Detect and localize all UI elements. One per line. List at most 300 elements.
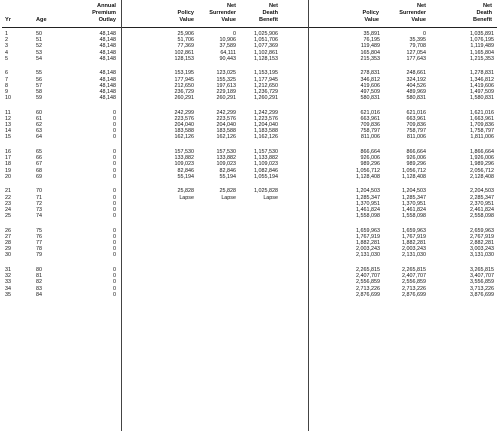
cell-death-benefit-a: 1,133,882 bbox=[254, 155, 278, 162]
cell-surrender-b: 2,713,226 bbox=[402, 285, 426, 292]
cell-age: 52 bbox=[36, 43, 42, 50]
cell-year: 25 bbox=[5, 213, 11, 219]
cell-policy-value-b: 1,767,919 bbox=[356, 233, 380, 240]
cell-death-benefit-a: 1,236,729 bbox=[254, 88, 278, 95]
cell-premium: 0 bbox=[113, 227, 116, 234]
cell-premium: 48,148 bbox=[99, 76, 116, 83]
cell-surrender-b: 2,003,243 bbox=[402, 246, 426, 253]
cell-premium: 48,148 bbox=[99, 31, 116, 37]
cell-age: 53 bbox=[36, 49, 42, 56]
cell-death-benefit-b: 1,215,353 bbox=[470, 55, 494, 62]
header-line: Premium bbox=[92, 10, 116, 16]
cell-age: 50 bbox=[36, 31, 42, 37]
cell-premium: 0 bbox=[113, 246, 116, 253]
cell-age: 68 bbox=[36, 167, 42, 174]
cell-policy-value-b: 1,128,408 bbox=[356, 173, 380, 180]
cell-premium: 0 bbox=[113, 122, 116, 128]
cell-year: 24 bbox=[5, 206, 11, 213]
cell-year: 20 bbox=[5, 173, 11, 180]
cell-premium: 0 bbox=[113, 188, 116, 195]
cell-policy-value-b: 580,831 bbox=[360, 94, 380, 101]
column-divider-premium bbox=[121, 0, 122, 431]
header-line: Value bbox=[364, 17, 379, 23]
cell-surrender-a: 55,194 bbox=[219, 173, 236, 180]
cell-death-benefit-b: 1,926,006 bbox=[470, 155, 494, 162]
cell-death-benefit-b: 1,346,812 bbox=[470, 76, 494, 83]
cell-death-benefit-b: 1,621,016 bbox=[470, 109, 494, 116]
cell-surrender-b: 1,056,712 bbox=[402, 167, 426, 174]
cell-death-benefit-b: 1,278,831 bbox=[470, 70, 494, 77]
cell-death-benefit-a: 1,162,126 bbox=[254, 134, 278, 141]
cell-surrender-b: 989,296 bbox=[406, 161, 426, 168]
cell-surrender-b: 489,969 bbox=[406, 88, 426, 95]
cell-surrender-a: 82,846 bbox=[219, 167, 236, 174]
header-line: Value bbox=[179, 17, 194, 23]
cell-year: 21 bbox=[5, 188, 11, 195]
cell-death-benefit-b: 3,876,699 bbox=[470, 291, 494, 298]
cell-policy-value-b: 35,891 bbox=[363, 31, 380, 37]
cell-year: 6 bbox=[5, 70, 8, 77]
cell-policy-value-b: 1,204,503 bbox=[356, 188, 380, 195]
cell-policy-value-b: 346,812 bbox=[360, 76, 380, 83]
cell-policy-value-a: 183,588 bbox=[174, 128, 194, 135]
header-yr-label: Yr bbox=[5, 17, 11, 23]
cell-surrender-b: 0 bbox=[423, 31, 426, 37]
cell-policy-value-b: 758,797 bbox=[360, 128, 380, 135]
cell-year: 11 bbox=[5, 109, 11, 116]
cell-year: 17 bbox=[5, 155, 11, 162]
cell-policy-value-a: 128,153 bbox=[174, 55, 194, 62]
cell-surrender-b: 1,461,824 bbox=[402, 206, 426, 213]
cell-year: 8 bbox=[5, 82, 8, 89]
cell-death-benefit-a: 1,212,650 bbox=[254, 82, 278, 89]
cell-death-benefit-a: 1,223,576 bbox=[254, 115, 278, 122]
cell-year: 16 bbox=[5, 149, 11, 156]
cell-premium: 0 bbox=[113, 109, 116, 116]
cell-death-benefit-b: 1,165,804 bbox=[470, 49, 494, 56]
cell-death-benefit-b: 1,811,006 bbox=[470, 134, 494, 141]
cell-surrender-a: 133,882 bbox=[216, 155, 236, 162]
cell-policy-value-a: 157,530 bbox=[174, 149, 194, 156]
column-divider-middle bbox=[308, 0, 309, 431]
cell-policy-value-a: 162,126 bbox=[174, 134, 194, 141]
header-line: Annual bbox=[97, 3, 116, 9]
cell-policy-value-b: 497,509 bbox=[360, 88, 380, 95]
cell-death-benefit-b: 1,497,509 bbox=[470, 88, 494, 95]
cell-surrender-a: 223,576 bbox=[216, 115, 236, 122]
cell-year: 18 bbox=[5, 161, 11, 168]
cell-surrender-a: 90,443 bbox=[219, 55, 236, 62]
cell-age: 56 bbox=[36, 76, 42, 83]
cell-death-benefit-a: 1,077,369 bbox=[254, 43, 278, 50]
cell-year: 23 bbox=[5, 200, 11, 207]
cell-age: 71 bbox=[36, 194, 42, 201]
cell-policy-value-a: 236,729 bbox=[174, 88, 194, 95]
cell-surrender-b: 2,556,859 bbox=[402, 279, 426, 286]
cell-age: 73 bbox=[36, 206, 42, 213]
cell-year: 35 bbox=[5, 291, 11, 298]
cell-premium: 0 bbox=[113, 213, 116, 219]
header-line: Death bbox=[262, 10, 278, 16]
cell-policy-value-a: 242,299 bbox=[174, 109, 194, 116]
cell-policy-value-b: 709,836 bbox=[360, 122, 380, 128]
cell-policy-value-a: 25,828 bbox=[177, 188, 194, 195]
cell-death-benefit-b: 3,131,030 bbox=[470, 252, 494, 259]
cell-policy-value-a: 204,040 bbox=[174, 122, 194, 128]
cell-death-benefit-b: 2,659,963 bbox=[470, 227, 494, 234]
cell-age: 57 bbox=[36, 82, 42, 89]
cell-year: 5 bbox=[5, 55, 8, 62]
cell-surrender-b: 621,016 bbox=[406, 109, 426, 116]
cell-death-benefit-a: 1,082,846 bbox=[254, 167, 278, 174]
cell-death-benefit-a: 1,128,153 bbox=[254, 55, 278, 62]
cell-premium: 0 bbox=[113, 194, 116, 201]
cell-death-benefit-a: 1,204,040 bbox=[254, 122, 278, 128]
cell-policy-value-b: 1,285,347 bbox=[356, 194, 380, 201]
header-age-label: Age bbox=[36, 17, 47, 23]
cell-death-benefit-b: 2,882,281 bbox=[470, 240, 494, 247]
cell-surrender-a: 10,906 bbox=[219, 37, 236, 44]
cell-premium: 0 bbox=[113, 149, 116, 156]
cell-death-benefit-b: 2,558,098 bbox=[470, 213, 494, 219]
cell-surrender-b: 1,767,919 bbox=[402, 233, 426, 240]
cell-age: 59 bbox=[36, 94, 42, 101]
cell-death-benefit-b: 3,713,226 bbox=[470, 285, 494, 292]
cell-premium: 0 bbox=[113, 291, 116, 298]
cell-age: 62 bbox=[36, 122, 42, 128]
cell-policy-value-a: 77,369 bbox=[177, 43, 194, 50]
cell-premium: 48,148 bbox=[99, 94, 116, 101]
cell-year: 26 bbox=[5, 227, 11, 234]
cell-surrender-a: 157,530 bbox=[216, 149, 236, 156]
cell-age: 77 bbox=[36, 240, 42, 247]
cell-age: 74 bbox=[36, 213, 42, 219]
cell-year: 27 bbox=[5, 233, 11, 240]
cell-age: 83 bbox=[36, 285, 42, 292]
cell-premium: 0 bbox=[113, 128, 116, 135]
cell-policy-value-b: 2,265,815 bbox=[356, 267, 380, 274]
cell-age: 67 bbox=[36, 161, 42, 168]
cell-surrender-a: 197,613 bbox=[216, 82, 236, 89]
header-line: Benefit bbox=[259, 17, 278, 23]
cell-policy-value-b: 2,876,699 bbox=[356, 291, 380, 298]
cell-year: 4 bbox=[5, 49, 8, 56]
cell-surrender-b: 1,285,347 bbox=[402, 194, 426, 201]
cell-surrender-b: 580,831 bbox=[406, 94, 426, 101]
cell-surrender-a: 242,299 bbox=[216, 109, 236, 116]
cell-death-benefit-b: 1,709,836 bbox=[470, 122, 494, 128]
cell-policy-value-a: 109,023 bbox=[174, 161, 194, 168]
cell-premium: 48,148 bbox=[99, 43, 116, 50]
cell-death-benefit-a: 1,109,023 bbox=[254, 161, 278, 168]
cell-surrender-a: 204,040 bbox=[216, 122, 236, 128]
cell-year: 22 bbox=[5, 194, 11, 201]
cell-death-benefit-a: 1,157,530 bbox=[254, 149, 278, 156]
cell-year: 15 bbox=[5, 134, 11, 141]
cell-age: 79 bbox=[36, 252, 42, 259]
header-yr bbox=[5, 17, 11, 24]
cell-year: 32 bbox=[5, 273, 11, 280]
cell-premium: 0 bbox=[113, 233, 116, 240]
cell-year: 7 bbox=[5, 76, 8, 83]
header-surrender-a bbox=[196, 3, 236, 24]
cell-policy-value-b: 926,006 bbox=[360, 155, 380, 162]
cell-death-benefit-a: 1,025,828 bbox=[254, 188, 278, 195]
cell-policy-value-a: 212,650 bbox=[174, 82, 194, 89]
cell-surrender-b: 811,006 bbox=[406, 134, 426, 141]
cell-surrender-a: 123,025 bbox=[216, 70, 236, 77]
cell-premium: 0 bbox=[113, 167, 116, 174]
header-line: Death bbox=[476, 10, 492, 16]
header-line: Surrender bbox=[209, 10, 236, 16]
cell-year: 9 bbox=[5, 88, 8, 95]
cell-death-benefit-b: 3,556,859 bbox=[470, 279, 494, 286]
cell-death-benefit-b: 3,003,243 bbox=[470, 246, 494, 253]
cell-death-benefit-a: 1,102,861 bbox=[254, 49, 278, 56]
cell-policy-value-a: 177,945 bbox=[174, 76, 194, 83]
cell-premium: 0 bbox=[113, 285, 116, 292]
cell-surrender-b: 1,558,098 bbox=[402, 213, 426, 219]
cell-age: 70 bbox=[36, 188, 42, 195]
cell-policy-value-b: 119,489 bbox=[360, 43, 380, 50]
header-line: Outlay bbox=[98, 17, 116, 23]
cell-policy-value-b: 1,056,712 bbox=[356, 167, 380, 174]
cell-surrender-b: 248,661 bbox=[406, 70, 426, 77]
cell-premium: 48,148 bbox=[99, 49, 116, 56]
cell-death-benefit-a: 1,051,706 bbox=[254, 37, 278, 44]
cell-death-benefit-a: 1,153,195 bbox=[254, 70, 278, 77]
cell-age: 55 bbox=[36, 70, 42, 77]
cell-year: 28 bbox=[5, 240, 11, 247]
cell-premium: 0 bbox=[113, 155, 116, 162]
cell-policy-value-b: 2,131,030 bbox=[356, 252, 380, 259]
header-death-a bbox=[240, 3, 278, 24]
cell-death-benefit-b: 1,119,489 bbox=[470, 43, 494, 50]
cell-year: 33 bbox=[5, 279, 11, 286]
cell-death-benefit-a: 1,242,299 bbox=[254, 109, 278, 116]
cell-policy-value-b: 1,659,963 bbox=[356, 227, 380, 234]
cell-premium: 48,148 bbox=[99, 37, 116, 44]
cell-surrender-b: 1,128,408 bbox=[402, 173, 426, 180]
header-premium bbox=[76, 3, 116, 24]
cell-surrender-b: 926,006 bbox=[406, 155, 426, 162]
cell-surrender-a: 0 bbox=[233, 31, 236, 37]
cell-death-benefit-b: 2,056,712 bbox=[470, 167, 494, 174]
header-death-b bbox=[452, 3, 492, 24]
header-age bbox=[36, 17, 47, 24]
cell-age: 80 bbox=[36, 267, 42, 274]
cell-premium: 48,148 bbox=[99, 88, 116, 95]
cell-policy-value-a: 51,706 bbox=[177, 37, 194, 44]
cell-premium: 0 bbox=[113, 173, 116, 180]
header-line: Policy bbox=[177, 10, 194, 16]
cell-death-benefit-a: 1,025,906 bbox=[254, 31, 278, 37]
cell-surrender-a: 229,189 bbox=[216, 88, 236, 95]
cell-age: 69 bbox=[36, 173, 42, 180]
cell-death-benefit-b: 2,461,824 bbox=[470, 206, 494, 213]
cell-surrender-b: 2,407,707 bbox=[402, 273, 426, 280]
cell-surrender-b: 1,882,281 bbox=[402, 240, 426, 247]
cell-surrender-b: 1,370,951 bbox=[402, 200, 426, 207]
cell-surrender-b: 2,265,815 bbox=[402, 267, 426, 274]
header-line: Net bbox=[482, 3, 492, 9]
cell-policy-value-a: 82,846 bbox=[177, 167, 194, 174]
header-line: Value bbox=[221, 17, 236, 23]
cell-year: 30 bbox=[5, 252, 11, 259]
cell-surrender-b: 1,659,963 bbox=[402, 227, 426, 234]
cell-death-benefit-b: 2,204,503 bbox=[470, 188, 494, 195]
cell-surrender-a: 162,126 bbox=[216, 134, 236, 141]
cell-age: 76 bbox=[36, 233, 42, 240]
cell-death-benefit-b: 1,866,664 bbox=[470, 149, 494, 156]
header-line: Benefit bbox=[473, 17, 492, 23]
cell-surrender-b: 758,797 bbox=[406, 128, 426, 135]
cell-premium: 0 bbox=[113, 161, 116, 168]
cell-policy-value-b: 2,003,243 bbox=[356, 246, 380, 253]
cell-age: 84 bbox=[36, 291, 42, 298]
cell-surrender-b: 324,192 bbox=[406, 76, 426, 83]
cell-policy-value-a: 25,906 bbox=[177, 31, 194, 37]
cell-year: 3 bbox=[5, 43, 8, 50]
cell-surrender-b: 663,961 bbox=[406, 115, 426, 122]
cell-policy-value-b: 1,882,281 bbox=[356, 240, 380, 247]
header-surrender-b bbox=[384, 3, 426, 24]
cell-death-benefit-b: 2,128,408 bbox=[470, 173, 494, 180]
cell-premium: 0 bbox=[113, 240, 116, 247]
cell-policy-value-b: 2,556,859 bbox=[356, 279, 380, 286]
header-rule bbox=[2, 27, 497, 28]
cell-policy-value-b: 989,296 bbox=[360, 161, 380, 168]
cell-death-benefit-b: 1,758,797 bbox=[470, 128, 494, 135]
cell-premium: 48,148 bbox=[99, 70, 116, 77]
cell-surrender-a: 109,023 bbox=[216, 161, 236, 168]
cell-premium: 0 bbox=[113, 200, 116, 207]
cell-age: 61 bbox=[36, 115, 42, 122]
cell-policy-value-b: 866,664 bbox=[360, 149, 380, 156]
cell-policy-value-b: 419,606 bbox=[360, 82, 380, 89]
cell-premium: 0 bbox=[113, 206, 116, 213]
cell-policy-value-b: 215,353 bbox=[360, 55, 380, 62]
cell-year: 29 bbox=[5, 246, 11, 253]
cell-policy-value-a: 102,861 bbox=[174, 49, 194, 56]
cell-year: 31 bbox=[5, 267, 11, 274]
cell-death-benefit-b: 2,370,951 bbox=[470, 200, 494, 207]
cell-death-benefit-b: 1,663,961 bbox=[470, 115, 494, 122]
header-line: Net bbox=[226, 3, 236, 9]
cell-age: 63 bbox=[36, 128, 42, 135]
header-line: Value bbox=[411, 17, 426, 23]
cell-premium: 0 bbox=[113, 279, 116, 286]
cell-death-benefit-a: 1,260,291 bbox=[254, 94, 278, 101]
cell-age: 78 bbox=[36, 246, 42, 253]
cell-surrender-a: 37,589 bbox=[219, 43, 236, 50]
cell-premium: 48,148 bbox=[99, 55, 116, 62]
cell-surrender-b: 709,836 bbox=[406, 122, 426, 128]
cell-policy-value-b: 76,195 bbox=[363, 37, 380, 44]
cell-surrender-a: 183,588 bbox=[216, 128, 236, 135]
cell-death-benefit-b: 1,419,606 bbox=[470, 82, 494, 89]
cell-policy-value-b: 663,961 bbox=[360, 115, 380, 122]
cell-surrender-b: 1,204,503 bbox=[402, 188, 426, 195]
cell-policy-value-b: 165,804 bbox=[360, 49, 380, 56]
cell-surrender-a: 260,291 bbox=[216, 94, 236, 101]
cell-surrender-b: 2,876,699 bbox=[402, 291, 426, 298]
cell-age: 58 bbox=[36, 88, 42, 95]
cell-death-benefit-a: 1,055,194 bbox=[254, 173, 278, 180]
cell-policy-value-b: 1,370,951 bbox=[356, 200, 380, 207]
cell-death-benefit-b: 2,767,919 bbox=[470, 233, 494, 240]
cell-age: 82 bbox=[36, 279, 42, 286]
cell-surrender-a: 64,111 bbox=[220, 49, 236, 56]
header-line: Policy bbox=[362, 10, 379, 16]
cell-policy-value-b: 621,016 bbox=[360, 109, 380, 116]
cell-surrender-b: 177,643 bbox=[406, 55, 426, 62]
cell-policy-value-a: 133,882 bbox=[174, 155, 194, 162]
cell-policy-value-b: 2,407,707 bbox=[356, 273, 380, 280]
cell-age: 54 bbox=[36, 55, 42, 62]
cell-premium: 0 bbox=[113, 273, 116, 280]
cell-year: 14 bbox=[5, 128, 11, 135]
cell-death-benefit-b: 1,580,831 bbox=[470, 94, 494, 101]
cell-surrender-a: Lapse bbox=[221, 194, 236, 201]
cell-age: 81 bbox=[36, 273, 42, 280]
cell-death-benefit-a: 1,177,945 bbox=[254, 76, 278, 83]
cell-age: 64 bbox=[36, 134, 42, 141]
cell-premium: 0 bbox=[113, 267, 116, 274]
cell-policy-value-b: 811,006 bbox=[360, 134, 380, 141]
cell-policy-value-a: 153,195 bbox=[174, 70, 194, 77]
cell-premium: 48,148 bbox=[99, 82, 116, 89]
cell-surrender-b: 127,054 bbox=[406, 49, 426, 56]
cell-year: 2 bbox=[5, 37, 8, 44]
cell-age: 60 bbox=[36, 109, 42, 116]
header-policy-value-a bbox=[160, 10, 194, 24]
cell-premium: 0 bbox=[113, 134, 116, 141]
cell-surrender-b: 866,664 bbox=[406, 149, 426, 156]
cell-year: 10 bbox=[5, 94, 11, 101]
cell-year: 34 bbox=[5, 285, 11, 292]
cell-year: 12 bbox=[5, 115, 11, 122]
cell-death-benefit-a: Lapse bbox=[263, 194, 278, 201]
cell-surrender-a: 25,828 bbox=[219, 188, 236, 195]
cell-death-benefit-b: 3,265,815 bbox=[470, 267, 494, 274]
header-policy-value-b bbox=[345, 10, 379, 24]
header-line: Net bbox=[268, 3, 278, 9]
cell-policy-value-b: 1,461,824 bbox=[356, 206, 380, 213]
cell-premium: 0 bbox=[113, 115, 116, 122]
cell-policy-value-a: 260,291 bbox=[174, 94, 194, 101]
header-line: Surrender bbox=[399, 10, 426, 16]
cell-policy-value-b: 1,558,098 bbox=[356, 213, 380, 219]
cell-age: 75 bbox=[36, 227, 42, 234]
cell-premium: 0 bbox=[113, 252, 116, 259]
cell-death-benefit-b: 2,285,347 bbox=[470, 194, 494, 201]
cell-age: 66 bbox=[36, 155, 42, 162]
cell-death-benefit-b: 1,076,195 bbox=[470, 37, 494, 44]
cell-policy-value-a: 55,194 bbox=[177, 173, 194, 180]
cell-policy-value-a: Lapse bbox=[179, 194, 194, 201]
header-line: Net bbox=[416, 3, 426, 9]
cell-surrender-b: 2,131,030 bbox=[402, 252, 426, 259]
cell-age: 72 bbox=[36, 200, 42, 207]
cell-policy-value-b: 2,713,226 bbox=[356, 285, 380, 292]
cell-age: 51 bbox=[36, 37, 42, 44]
cell-death-benefit-b: 1,989,296 bbox=[470, 161, 494, 168]
cell-policy-value-a: 223,576 bbox=[174, 115, 194, 122]
cell-year: 13 bbox=[5, 122, 11, 128]
cell-death-benefit-b: 1,035,891 bbox=[470, 31, 494, 37]
cell-surrender-b: 35,395 bbox=[409, 37, 426, 44]
